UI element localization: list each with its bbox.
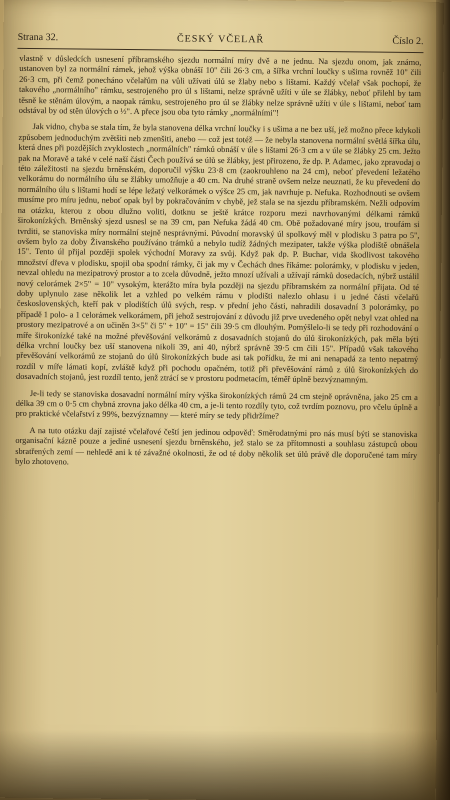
page-header (18, 32, 424, 50)
page-number: Strana 32. (17, 31, 59, 44)
journal-title: ČESKÝ VČELAŘ (176, 33, 265, 46)
paragraph: Jak vidno, chyba se stala tím, že byla stanovena délka vrchní loučky i s ušima a ne bez uší, jež možno přece kdykoli způsobem jednoduchým zvětšiti neb zmenšiti, anebo — což jest totéž — že nebyla stanovena normální světlá šířka úlu, která dnes při pozdějších zvyklostech „normálních" rámků obnáší v úle s lištami 26·3 cm a v úle se žlábky 25 cm. Ježto pak na Moravě a také v celé naší části Čech používá se úlů se žlábky, jest přirozeno, že dp. P. Adamec, jako zpravodaj o této záležitosti na sjezdu brněnském, doporučil výšku 23·8 cm (zaokrouhleno na 24 cm), neboť převedení ležatého velkorámu do normálního úlu se žlábky umožňuje a 40 cm. Na druhé straně ovšem nelze neuznati, že ku převedení do normálního úlu s lištami hodí se lépe ležatý velkorámek o výšce 25 cm, jak navrhuje p. Nefuka. Rozhodnouti se ovšem musíme pro míru jednu, neboť opak byl by pokračováním v chybě, jež stala se na sjezdu příbramském. Nežli odpovím na otázku, kterou z obou dlužno voliti, dotknu se ještě krátce rozporu mezi navrhovanými délkami rámků širokonízkých. Brněnský sjezd usnesl se na 39 cm, pan Nefuka žádá 40 cm. Obě požadované míry jsou, troufám si tvrditi, se stanoviska míry normální stejně nesprávnými. Původní moravský úl spolkový měl v plodisku 3 patra po 5", ovšem bylo za doby Živanského používáno trámků a nebylo tudíž žádných mezipater, takže výška plodiště obnášela 15". Tento úl přijal později spolek východní Moravy za svůj. Když pak dp. P. Buchar, vida škodlivost takového množství dřeva v plodisku, spojil oba spodní rámky, či jak my v Čechách dnes říkáme: polorámky, v plodisku v jeden, nevzal ohledu na mezipatrový prostor a to zcela důvodně, ježto mnozí užívali a užívají rámků dosedacích, nýbrž ustálil nový celorámek 2×5" = 10" vysokým, kterážto míra byla později na sjezdu příbramském za normální přijata. Od té doby uplynulo zase několik let a vzhled po velkém rámu v plodišti nalezlo ohlasu i u jedné části včelařů československých, kteří pak v plodištích úlů svých, resp. v přední jeho části, nahradili dosavadní 3 polorámky, po případě 1 polo- a 1 celorámek velkorámem, při jehož sestrojování z důvodu již prve uvedeného opět nebyl vzat ohled na prostory mezipatrové a on učiněn 3×5" či 5" + 10" = 15" čili 39·5 cm dlouhým. Pomýšlelo-li se tedy při rozhodování o míře širokonízké také na možné převěšování velkorámů z dosavadních stojanů do úlů širokonízkých, pak měla býti délka vrchní loučky bez uší stanovena nikoli 39, ani 40, nýbrž správně 39·5 cm čili 15". Případů však takového převěšování velkorámů ze stojanů do úlů širokonízkých bude asi tak pořídku, že mi ani nenapadá za tento nepatrný rozdíl v míře lámati kopí, zvláště když při pochodu opačném, totiž při převěšování rámů z úlů širokonízkých do dosavadních stojanů, jest rozdíl tento, jenž ztrácí se v prostoru podmetacím, téměř úplně bezvýznamným. (15, 122, 421, 385)
issue-number: Číslo 2. (392, 35, 424, 48)
bottom-shadow (0, 730, 450, 800)
paragraph: A na tuto otázku dají zajisté včelařové čeští jen jedinou odpověď: Směrodatnými pro nás musí býti se stanoviska organisační kázně pouze a jediné usnesení sjezdu brněnského, jež stalo se za přítomnosti a souhlasu zástupců obou sbratřených zemí — nehledě ani k té závažné okolnosti, že od té doby několik set úlů právě dle doporučené tam míry bylo zhotoveno. (15, 425, 418, 467)
paragraph: vlastně v důsledcích usnesení příbramského sjezdu normální míry dvě a ne jednu. Na sjezdu onom, jak známo, ustanoven byl za normální rámek, jehož výška obnáší 10" čili 26·3 cm, a šířka vrchní loučky s ušima rovněž 10" čili 26·3 cm, při čemž ponecháno včelařům na vůli užívati úlů se žlaby nebo s lištami. Každý včelař však pochopí, že takového „normálního" rámku, sestrojeného pro úl s lištami, nelze správně užíti v úle se žlábky, neboť přilehl by tam těsně ke stěnám úlovým, a naopak rámku, sestrojeného pro úl se žlábky nelze správně užíti v úle s lištami, neboť tam odstával by od stěn úlových o ½". A přece jsou oba tyto rámky „normálními"! (18, 53, 422, 118)
article-body (15, 54, 421, 478)
paragraph: Je-li tedy se stanoviska dosavadní normální míry výška širokonízkých rámů 24 cm stejně oprávněna, jako 25 cm a délka 39 cm o 0·5 cm chybná zrovna jako délka 40 cm, a je-li tento rozdíly tyto, což tvrdím poznovu, pro včelu úplně a pro praktické včelařství z 99%, bezvýznamny — které míry se tedy přidržíme? (15, 388, 418, 422)
book-spine-shadow (436, 0, 450, 800)
